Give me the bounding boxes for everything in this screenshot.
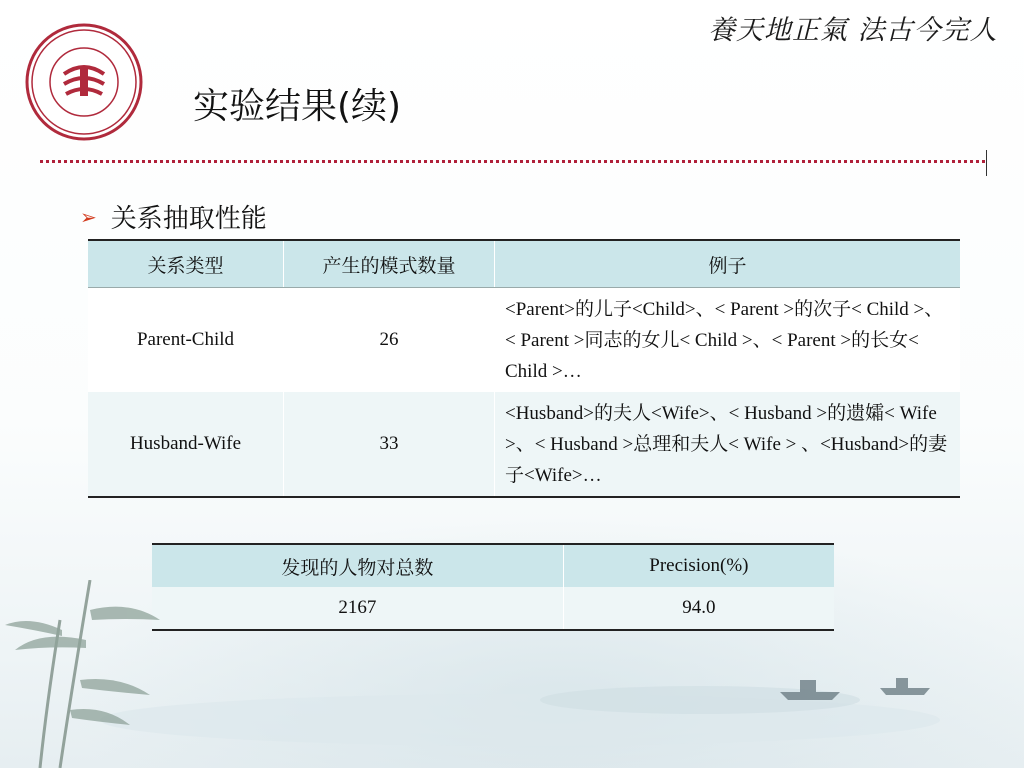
school-motto: 養天地正氣 法古今完人 — [708, 15, 998, 46]
pattern-count-cell: 33 — [284, 392, 495, 497]
relation-type-cell: Husband-Wife — [88, 392, 284, 497]
divider-end-mark — [986, 150, 987, 176]
page-title: 实验结果(续) — [193, 86, 402, 127]
table-row — [88, 288, 960, 393]
column-header: Precision(%) — [563, 544, 834, 587]
table-header-row — [88, 240, 960, 288]
relation-extraction-table — [88, 239, 960, 498]
pattern-count-cell: 26 — [284, 288, 495, 393]
column-header: 例子 — [495, 240, 961, 288]
column-header: 关系类型 — [88, 240, 284, 288]
boat-icon — [880, 678, 930, 695]
ink-wash-scenery — [0, 580, 1024, 768]
pair-count-cell: 2167 — [152, 587, 563, 630]
column-header: 发现的人物对总数 — [152, 544, 563, 587]
column-header: 产生的模式数量 — [284, 240, 495, 288]
precision-cell: 94.0 — [563, 587, 834, 630]
university-logo — [24, 22, 144, 142]
section-heading-text: 关系抽取性能 — [110, 204, 267, 234]
example-cell: <Husband>的夫人<Wife>、< Husband >的遗孀< Wife >、< Husband >总理和夫人< Wife > 、<Husband>的妻子<Wife>… — [495, 392, 961, 497]
relation-type-cell: Parent-Child — [88, 288, 284, 393]
section-heading — [80, 198, 267, 235]
right-arrow-icon: ➢ — [80, 204, 97, 229]
example-cell: <Parent>的儿子<Child>、< Parent >的次子< Child >、< Parent >同志的女儿< Child >、< Parent >的长女< Child >… — [495, 288, 961, 393]
title-divider — [40, 160, 985, 163]
table-row — [88, 392, 960, 497]
